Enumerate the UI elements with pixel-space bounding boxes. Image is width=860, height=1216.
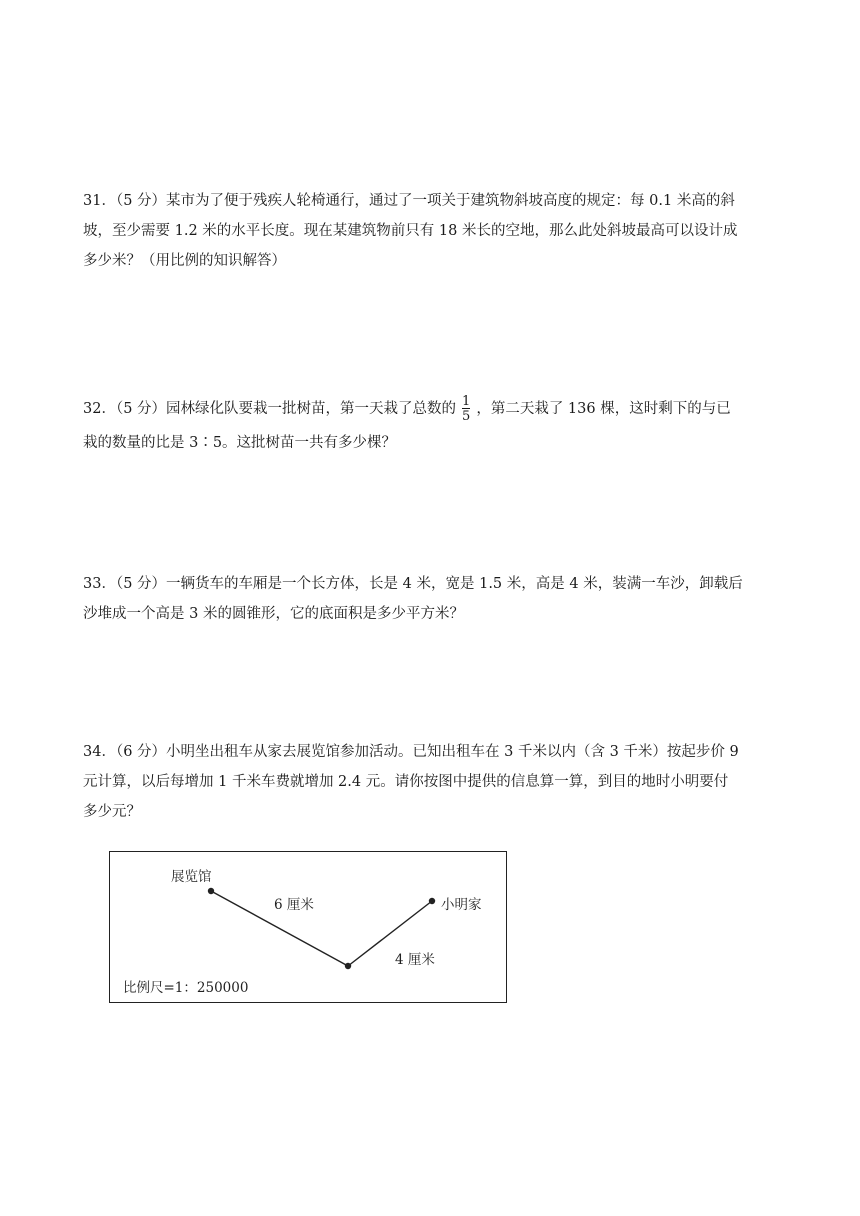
label-segment-1-length: 6 厘米 xyxy=(274,897,314,913)
question-32-line-1: 32．（5 分）园林绿化队要栽一批树苗，第一天栽了总数的 $\frac{1}{5}$ ，第二天栽了 136 棵，这时剩下的与已 xyxy=(83,394,731,424)
question-32 xyxy=(83,394,778,458)
question-34-line-1: 34．（6 分）小明坐出租车从家去展览馆参加活动。已知出租车在 3 千米以内（含 3 千米）按起步价 9 xyxy=(83,744,739,760)
question-34-line-2: 元计算，以后每增加 1 千米车费就增加 2.4 元。请你按图中提供的信息算一算，到目的地时小明要付 xyxy=(83,774,729,790)
question-33-line-1: 33．（5 分）一辆货车的车厢是一个长方体，长是 4 米，宽是 1.5 米，高是 4 米，装满一车沙，卸载后 xyxy=(83,576,743,592)
fraction-denominator: 5 xyxy=(462,409,471,424)
label-exhibition-hall: 展览馆 xyxy=(171,869,212,885)
label-xiaoming-home: 小明家 xyxy=(441,897,482,913)
question-34-line-3: 多少元？ xyxy=(83,804,141,820)
label-segment-2-length: 4 厘米 xyxy=(395,952,435,968)
point-xiaoming-home xyxy=(429,898,435,904)
label-scale: 比例尺=1：250000 xyxy=(123,980,249,996)
question-33 xyxy=(83,569,778,629)
fraction-one-fifth xyxy=(462,395,470,423)
point-turning xyxy=(345,963,351,969)
route-map-figure xyxy=(109,851,507,1003)
question-31-line-2: 坡，至少需要 1.2 米的水平长度。现在某建筑物前只有 18 米长的空地，那么此处斜坡最高可以设计成 xyxy=(83,223,738,239)
point-exhibition-hall xyxy=(208,888,214,894)
question-32-line-2: 栽的数量的比是 3∶5。这批树苗一共有多少棵？ xyxy=(83,435,397,451)
question-31 xyxy=(83,186,778,276)
question-31-line-3: 多少米？（用比例的知识解答） xyxy=(83,253,286,269)
fraction-numerator: 1 xyxy=(462,394,471,409)
question-34 xyxy=(83,737,778,827)
question-31-line-1: 31．（5 分）某市为了便于残疾人轮椅通行，通过了一项关于建筑物斜坡高度的规定：每 0.1 米高的斜 xyxy=(83,193,735,209)
question-33-line-2: 沙堆成一个高是 3 米的圆锥形，它的底面积是多少平方米？ xyxy=(83,606,464,622)
